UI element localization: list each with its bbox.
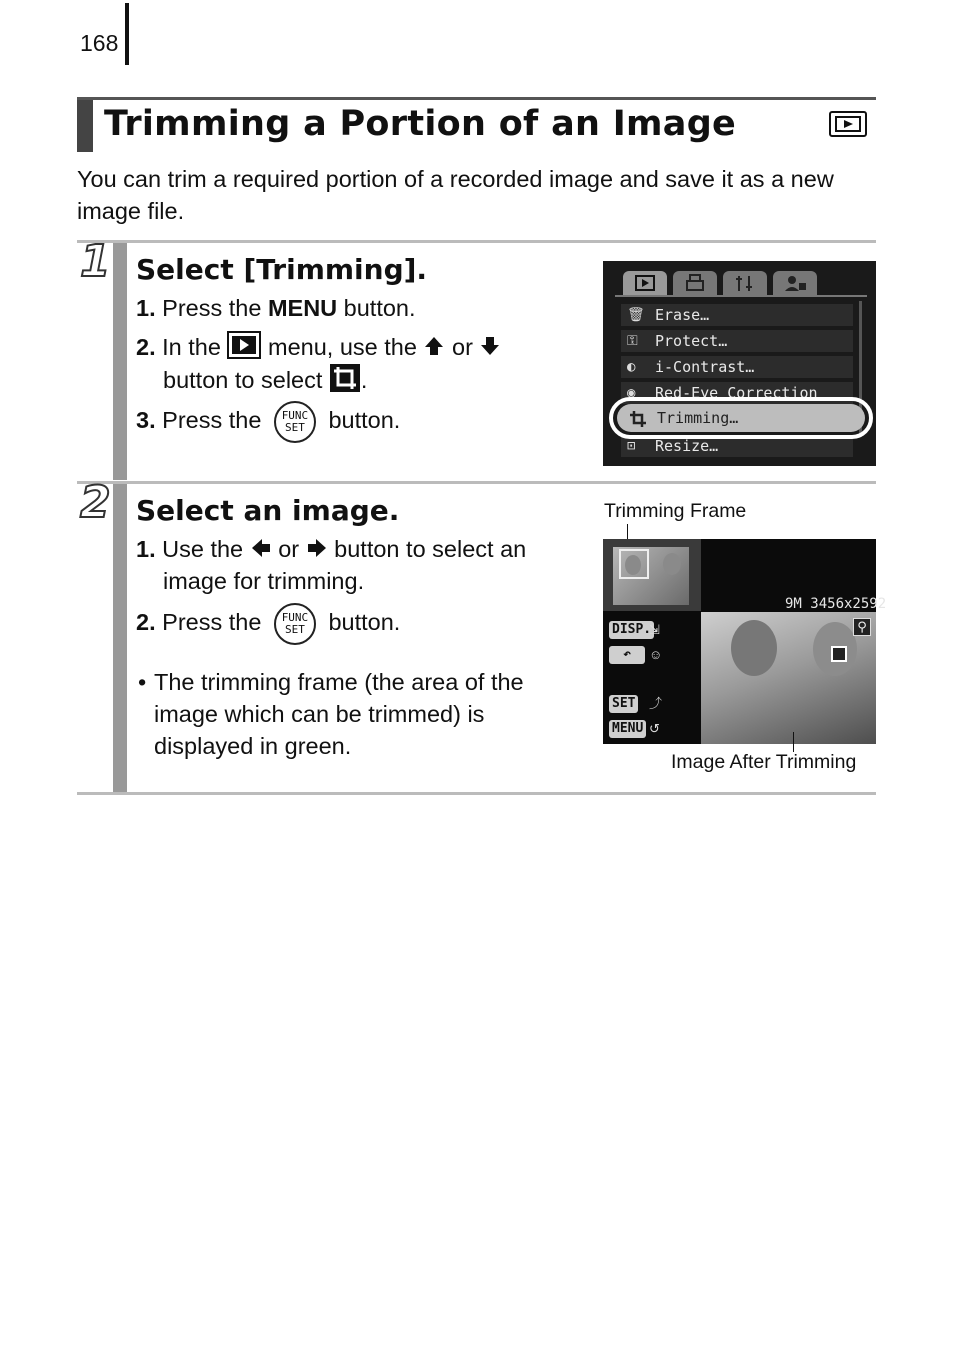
section-title-bar (77, 97, 876, 152)
instruction-text: or (271, 536, 306, 562)
trimming-frame-caption: Trimming Frame (604, 500, 747, 522)
face (663, 553, 681, 575)
section-bottom-rule (77, 792, 876, 795)
red-eye-icon: ◉ (627, 385, 636, 401)
instruction-text: . (360, 367, 368, 394)
save-icon: ⤴ (649, 696, 663, 711)
disp-button: DISP. (609, 621, 654, 639)
trimming-icon (329, 363, 361, 401)
menu-button: MENU (609, 720, 646, 738)
menu-item-erase[interactable]: 🗑 Erase… (621, 304, 853, 326)
rotate-button (609, 646, 645, 664)
trimming-screen-screenshot (603, 539, 887, 744)
my-menu-tab-icon (773, 271, 817, 295)
trimming-icon (629, 409, 647, 437)
playback-mode-icon (829, 111, 867, 137)
func-set-button-icon: FUNC SET (274, 603, 316, 645)
title-accent-bar (77, 100, 93, 152)
face-frame-icon (831, 646, 847, 662)
instruction-number: 1. (136, 295, 156, 321)
instruction-text: button to select an (327, 536, 527, 562)
instruction-number: 2. (136, 609, 156, 636)
instruction-text: In the (162, 334, 228, 361)
image-after-leader (793, 732, 794, 752)
camera-menu-screenshot (603, 261, 876, 466)
step-2-instruction-2 (136, 603, 400, 645)
face (731, 620, 777, 676)
step-2-instruction-1-cont: image for trimming. (163, 568, 365, 594)
key-icon: ⚿ (627, 333, 638, 349)
playback-menu-icon (227, 331, 261, 367)
rotate-icon: ↶ (623, 647, 631, 662)
step-2-heading: Select an image. (136, 494, 400, 527)
resize-icon: ⊡ (627, 438, 636, 454)
playback-tab-icon (623, 271, 667, 295)
step-1-instruction-2 (136, 331, 501, 367)
note-line-2: image which can be trimmed) is (154, 701, 485, 727)
menu-item-red-eye[interactable]: ◉ Red-Eye Correction (621, 382, 853, 404)
instruction-text: Press the (162, 407, 268, 434)
frame-size-icon: ⇲ (649, 622, 660, 637)
face-select-icon: ☺ (649, 647, 663, 662)
instruction-text: button to select (163, 367, 329, 394)
set-button: SET (609, 695, 638, 713)
step-1-instruction-1 (136, 292, 416, 324)
print-tab-icon (673, 271, 717, 295)
right-arrow-icon (306, 535, 328, 567)
image-after-trimming-caption: Image After Trimming (671, 751, 857, 773)
instruction-text: menu, use the (261, 334, 424, 361)
menu-item-trimming[interactable]: Trimming… (617, 404, 865, 432)
instruction-text: button. (321, 407, 401, 434)
instruction-text: button. (337, 295, 416, 321)
i-contrast-icon: ◐ (627, 359, 636, 375)
menu-tab-divider (615, 295, 867, 297)
page-title: Trimming a Portion of an Image (104, 104, 737, 144)
trimmed-image-preview (701, 612, 876, 744)
trimming-frame[interactable] (619, 549, 649, 579)
step-1-heading: Select [Trimming]. (136, 253, 428, 286)
instruction-number: 1. (136, 536, 156, 562)
step-2-instruction-1 (136, 533, 526, 567)
note-bullet: • (138, 669, 147, 695)
erase-icon: 🗑 (627, 307, 645, 323)
menu-button-label: MENU (267, 295, 338, 321)
intro-paragraph: You can trim a required portion of a recorded image and save it as a new image file. (77, 166, 834, 224)
step-1-top-rule (77, 240, 876, 243)
instruction-text: Use the (162, 536, 250, 562)
left-arrow-icon (250, 535, 272, 567)
page-number-rule (125, 3, 129, 65)
note-line-3: displayed in green. (154, 733, 352, 759)
step-2-top-rule (77, 481, 876, 484)
settings-tab-icon (723, 271, 767, 295)
menu-item-i-contrast[interactable]: ◐ i-Contrast… (621, 356, 853, 378)
up-arrow-icon (423, 333, 445, 365)
instruction-number: 3. (136, 407, 156, 434)
instruction-text: Press the (162, 609, 268, 636)
step-1-number: 1 (80, 236, 111, 287)
instruction-text: or (445, 334, 480, 361)
step-1-side-bar (113, 243, 127, 480)
resolution-readout: 9M 3456x2592 (785, 596, 887, 612)
instruction-text: Press the (162, 295, 268, 321)
instruction-number: 2. (136, 334, 156, 361)
return-icon: ↺ (649, 721, 660, 736)
step-1-instruction-2-cont (163, 363, 367, 401)
down-arrow-icon (479, 333, 501, 365)
step-1-instruction-3 (136, 401, 400, 443)
func-set-button-icon: FUNC SET (274, 401, 316, 443)
note-line-1: The trimming frame (the area of the (154, 669, 524, 695)
menu-item-protect[interactable]: ⚿ Protect… (621, 330, 853, 352)
menu-item-resize[interactable]: ⊡ Resize… (621, 435, 853, 457)
full-image-panel (603, 539, 701, 611)
step-2-number: 2 (80, 477, 111, 528)
zoom-icon: ⚲ (853, 618, 871, 636)
instruction-text: button. (321, 609, 401, 636)
page-number: 168 (80, 30, 119, 56)
step-2-side-bar (113, 484, 127, 792)
